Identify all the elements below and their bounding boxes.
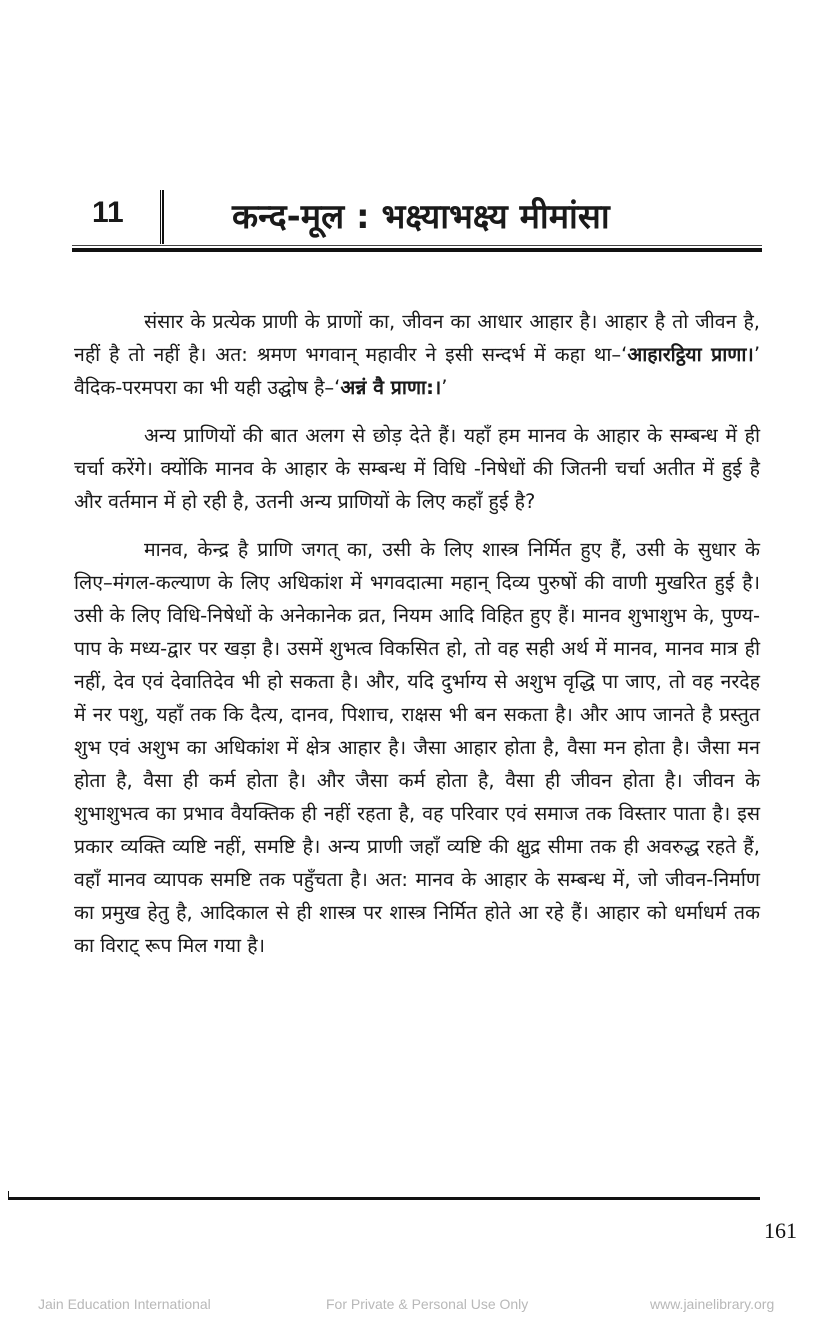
quote-vedic: अन्नं वै प्राणा:। (340, 376, 442, 399)
header-rule-thin (72, 245, 762, 246)
quote-prakrit: आहारट्ठिया प्राणा। (627, 343, 754, 366)
paragraph-1 (74, 305, 760, 404)
paragraph-text: ’ (441, 376, 448, 399)
footer-usage-note: For Private & Personal Use Only (326, 1296, 529, 1312)
header-divider (160, 190, 164, 244)
footer-website-link[interactable]: www.jainelibrary.org (650, 1296, 775, 1312)
chapter-number: 11 (92, 196, 124, 229)
footer-rule (8, 1197, 760, 1200)
paragraph-text: संसार के प्रत्येक प्राणी के प्राणों का, जीवन का आधार आहार है। आहार है तो जीवन है, नहीं है तो नहीं है। अत: श्रमण भगवान् महावीर ने इसी सन्दर्भ में कहा था–‘ (74, 310, 760, 366)
footer-publisher: Jain Education International (38, 1296, 211, 1312)
paragraph-3: मानव, केन्द्र है प्राणि जगत् का, उसी के लिए शास्त्र निर्मित हुए हैं, उसी के सुधार के लिए–मंगल-कल्याण के लिए अधिकांश में भगवदात्मा महान् दिव्य पुरुषों की वाणी मुखरित हुई है। उसी के लिए विधि-निषेधों के अनेकानेक व्रत, नियम आदि विहित हुए हैं। मानव शुभाशुभ के, पुण्य-पाप के मध्य-द्वार पर खड़ा है। उसमें शुभत्व विकसित हो, तो वह सही अर्थ में मानव, मानव मात्र ही नहीं, देव एवं देवातिदेव भी हो सकता है। और, यदि दुर्भाग्य से अशुभ वृद्धि पा जाए, तो वह नरदेह में नर पशु, यहाँ तक कि दैत्य, दानव, पिशाच, राक्षस भी बन सकता है। और आप जानते है प्रस्तुत शुभ एवं अशुभ का अधिकांश में क्षेत्र आहार है। जैसा आहार होता है, वैसा मन होता है। जैसा मन होता है, वैसा ही कर्म होता है। और जैसा कर्म होता है, वैसा ही जीवन होता है। जीवन के शुभाशुभत्व का प्रभाव वैयक्तिक ही नहीं रहता है, वह परिवार एवं समाज तक विस्तार पाता है। इस प्रकार व्यक्ति व्यष्टि नहीं, समष्टि है। अन्य प्राणी जहाँ व्यष्टि की क्षुद्र सीमा तक ही अवरुद्ध रहते हैं, वहाँ मानव व्यापक समष्टि तक पहुँचता है। अत: मानव के आहार के सम्बन्ध में, जो जीवन-निर्माण का प्रमुख हेतु है, आदिकाल से ही शास्त्र पर शास्त्र निर्मित होते आ रहे हैं। आहार को धर्माधर्म तक का विराट् रूप मिल गया है। (74, 538, 760, 957)
chapter-header (72, 190, 762, 252)
body-text (74, 305, 760, 977)
page-number: 161 (764, 1218, 797, 1243)
header-rule-thick (72, 248, 762, 252)
paragraph-text: ’ वैदिक-परमपरा का भी यही उद्घोष है–‘ (74, 343, 761, 399)
chapter-title: कन्द-मूल : भक्ष्याभक्ष्य मीमांसा (232, 197, 610, 237)
paragraph-2: अन्य प्राणियों की बात अलग से छोड़ देते हैं। यहाँ हम मानव के आहार के सम्बन्ध में ही चर्चा करेंगे। क्योंकि मानव के आहार के सम्बन्ध में विधि -निषेधों की जितनी चर्चा अतीत में हुई है और वर्तमान में हो रही है, उतनी अन्य प्राणियों के लिए कहाँ हुई है? (74, 424, 760, 513)
